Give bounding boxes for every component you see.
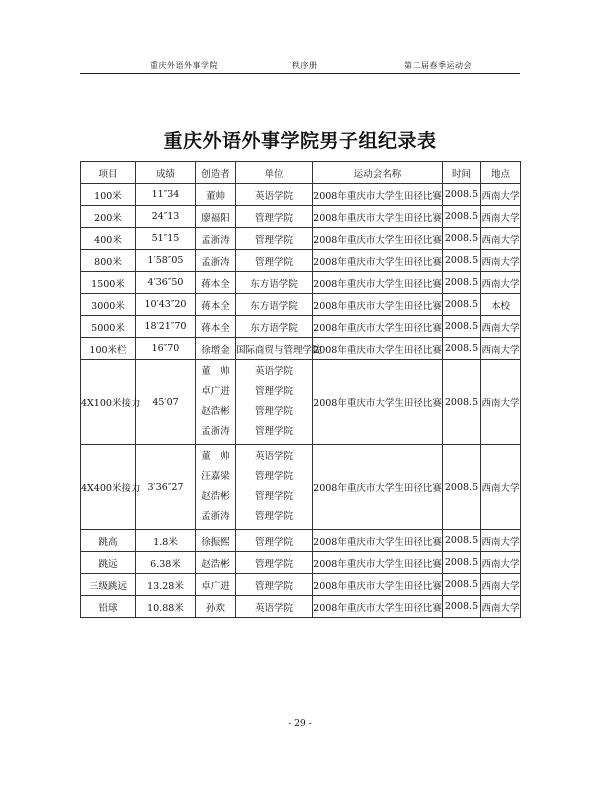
cell-unit: 管理学院 bbox=[236, 574, 313, 596]
cell-event: 1500米 bbox=[81, 272, 136, 294]
cell-place: 西南大学 bbox=[481, 574, 521, 596]
cell-event: 100米 bbox=[81, 184, 136, 206]
cell-meet: 2008年重庆市大学生田径比赛 bbox=[313, 574, 443, 596]
relay-member-unit: 管理学院 bbox=[254, 511, 293, 522]
header-booklet: 秩序册 bbox=[292, 61, 318, 70]
table-row bbox=[81, 272, 521, 294]
cell-place: 西南大学 bbox=[481, 250, 521, 272]
cell-place: 西南大学 bbox=[481, 228, 521, 250]
cell-place: 西南大学 bbox=[481, 552, 521, 574]
cell-meet: 2008年重庆市大学生田径比赛 bbox=[313, 206, 443, 228]
relay-member-unit: 管理学院 bbox=[254, 491, 293, 502]
cell-meet: 2008年重庆市大学生田径比赛 bbox=[313, 316, 443, 338]
col-header-place: 地点 bbox=[481, 162, 521, 184]
cell-holder: 孟浙涛 bbox=[196, 250, 236, 272]
cell-result: 51″15 bbox=[136, 228, 196, 250]
relay-member-unit: 英语学院 bbox=[254, 451, 293, 462]
cell-event: 200米 bbox=[81, 206, 136, 228]
cell-event: 三级跳远 bbox=[81, 574, 136, 596]
cell-meet: 2008年重庆市大学生田径比赛 bbox=[313, 184, 443, 206]
cell-unit: 东方语学院 bbox=[236, 316, 313, 338]
cell-unit: 管理学院 bbox=[236, 530, 313, 552]
table-row bbox=[81, 206, 521, 228]
cell-place: 西南大学 bbox=[481, 272, 521, 294]
cell-unit: 英语学院 bbox=[236, 184, 313, 206]
cell-event: 4X100米接力 bbox=[81, 360, 136, 445]
col-header-unit: 单位 bbox=[236, 162, 313, 184]
page-title: 重庆外语外事学院男子组纪录表 bbox=[163, 130, 437, 152]
cell-result: 6.38米 bbox=[136, 552, 196, 574]
records-table bbox=[80, 161, 521, 618]
cell-result: 1.8米 bbox=[136, 530, 196, 552]
cell-result: 16″70 bbox=[136, 338, 196, 360]
cell-holder: 蒋本全 bbox=[196, 272, 236, 294]
cell-event: 5000米 bbox=[81, 316, 136, 338]
cell-place: 西南大学 bbox=[481, 360, 521, 445]
cell-result: 18′21″70 bbox=[136, 316, 196, 338]
header-event: 第二届春季运动会 bbox=[404, 61, 472, 70]
cell-time: 2008.5 bbox=[443, 294, 481, 316]
relay-member-name: 董 帅 bbox=[201, 366, 230, 377]
cell-event: 800米 bbox=[81, 250, 136, 272]
table-row bbox=[81, 574, 521, 596]
cell-place: 西南大学 bbox=[481, 530, 521, 552]
table-row bbox=[81, 228, 521, 250]
relay-member-unit: 英语学院 bbox=[254, 366, 293, 377]
cell-event: 3000米 bbox=[81, 294, 136, 316]
cell-time: 2008.5 bbox=[443, 206, 481, 228]
cell-holder: 徐振熙 bbox=[196, 530, 236, 552]
cell-meet: 2008年重庆市大学生田径比赛 bbox=[313, 552, 443, 574]
header-school: 重庆外语外事学院 bbox=[150, 61, 218, 70]
relay-member-name: 赵浩彬 bbox=[201, 491, 230, 502]
cell-time: 2008.5 bbox=[443, 272, 481, 294]
relay-member-name: 汪嘉梁 bbox=[201, 471, 230, 482]
cell-unit: 东方语学院 bbox=[236, 272, 313, 294]
cell-meet: 2008年重庆市大学生田径比赛 bbox=[313, 228, 443, 250]
page-number: - 29 - bbox=[288, 719, 312, 729]
cell-meet: 2008年重庆市大学生田径比赛 bbox=[313, 272, 443, 294]
relay-member-name: 孟浙涛 bbox=[201, 511, 230, 522]
cell-unit: 管理学院 bbox=[236, 206, 313, 228]
cell-event: 铅球 bbox=[81, 596, 136, 618]
cell-time: 2008.5 bbox=[443, 228, 481, 250]
cell-unit: 管理学院 bbox=[236, 250, 313, 272]
cell-unit: 国际商贸与管理学院 bbox=[236, 338, 313, 360]
relay-member-name: 孟浙涛 bbox=[201, 426, 230, 437]
cell-time: 2008.5 bbox=[443, 184, 481, 206]
cell-result: 3′36″27 bbox=[136, 445, 196, 530]
cell-result: 4′36″50 bbox=[136, 272, 196, 294]
col-header-time: 时间 bbox=[443, 162, 481, 184]
relay-member-unit: 管理学院 bbox=[254, 386, 293, 397]
cell-event: 100米栏 bbox=[81, 338, 136, 360]
cell-holder: 卓广进 bbox=[196, 574, 236, 596]
cell-holder: 董帅 bbox=[196, 184, 236, 206]
cell-result: 10′43″20 bbox=[136, 294, 196, 316]
cell-meet: 2008年重庆市大学生田径比赛 bbox=[313, 338, 443, 360]
cell-time: 2008.5 bbox=[443, 530, 481, 552]
relay-member-name: 赵浩彬 bbox=[201, 406, 230, 417]
cell-meet: 2008年重庆市大学生田径比赛 bbox=[313, 445, 443, 530]
col-header-event: 项目 bbox=[81, 162, 136, 184]
cell-holder: 蒋本全 bbox=[196, 294, 236, 316]
cell-time: 2008.5 bbox=[443, 596, 481, 618]
col-header-holder: 创造者 bbox=[196, 162, 236, 184]
cell-units bbox=[236, 360, 313, 445]
cell-result: 45′07 bbox=[136, 360, 196, 445]
cell-holder: 徐增金 bbox=[196, 338, 236, 360]
table-row bbox=[81, 184, 521, 206]
cell-place: 西南大学 bbox=[481, 338, 521, 360]
table-row bbox=[81, 294, 521, 316]
cell-holder: 赵浩彬 bbox=[196, 552, 236, 574]
cell-place: 西南大学 bbox=[481, 445, 521, 530]
cell-place: 本校 bbox=[481, 294, 521, 316]
table-row bbox=[81, 530, 521, 552]
cell-holder: 蒋本全 bbox=[196, 316, 236, 338]
cell-place: 西南大学 bbox=[481, 316, 521, 338]
cell-time: 2008.5 bbox=[443, 574, 481, 596]
cell-time: 2008.5 bbox=[443, 338, 481, 360]
cell-result: 11″34 bbox=[136, 184, 196, 206]
table-row bbox=[81, 316, 521, 338]
header-rule bbox=[80, 73, 520, 74]
cell-result: 1′58″05 bbox=[136, 250, 196, 272]
table-row bbox=[81, 552, 521, 574]
page-header bbox=[80, 58, 520, 74]
relay-row bbox=[81, 360, 521, 445]
col-header-meet: 运动会名称 bbox=[313, 162, 443, 184]
cell-unit: 东方语学院 bbox=[236, 294, 313, 316]
cell-meet: 2008年重庆市大学生田径比赛 bbox=[313, 294, 443, 316]
cell-result: 13.28米 bbox=[136, 574, 196, 596]
cell-unit: 管理学院 bbox=[236, 552, 313, 574]
cell-meet: 2008年重庆市大学生田径比赛 bbox=[313, 360, 443, 445]
cell-units bbox=[236, 445, 313, 530]
cell-holder: 孙欢 bbox=[196, 596, 236, 618]
relay-member-name: 卓广进 bbox=[201, 386, 230, 397]
cell-event: 跳远 bbox=[81, 552, 136, 574]
cell-meet: 2008年重庆市大学生田径比赛 bbox=[313, 596, 443, 618]
cell-result: 10.88米 bbox=[136, 596, 196, 618]
cell-holder: 孟浙涛 bbox=[196, 228, 236, 250]
relay-member-unit: 管理学院 bbox=[254, 406, 293, 417]
cell-result: 24″13 bbox=[136, 206, 196, 228]
relay-member-unit: 管理学院 bbox=[254, 471, 293, 482]
cell-meet: 2008年重庆市大学生田径比赛 bbox=[313, 530, 443, 552]
relay-row bbox=[81, 445, 521, 530]
cell-time: 2008.5 bbox=[443, 445, 481, 530]
col-header-result: 成绩 bbox=[136, 162, 196, 184]
cell-event: 跳高 bbox=[81, 530, 136, 552]
cell-place: 西南大学 bbox=[481, 184, 521, 206]
cell-holders bbox=[196, 445, 236, 530]
cell-time: 2008.5 bbox=[443, 552, 481, 574]
relay-member-name: 董 帅 bbox=[201, 451, 230, 462]
cell-time: 2008.5 bbox=[443, 250, 481, 272]
cell-time: 2008.5 bbox=[443, 360, 481, 445]
cell-event: 4X400米接力 bbox=[81, 445, 136, 530]
cell-unit: 英语学院 bbox=[236, 596, 313, 618]
cell-place: 西南大学 bbox=[481, 206, 521, 228]
table-header-row bbox=[81, 162, 521, 184]
cell-holders bbox=[196, 360, 236, 445]
table-row bbox=[81, 338, 521, 360]
relay-member-unit: 管理学院 bbox=[254, 426, 293, 437]
cell-event: 400米 bbox=[81, 228, 136, 250]
cell-place: 西南大学 bbox=[481, 596, 521, 618]
cell-holder: 廖福阳 bbox=[196, 206, 236, 228]
table-row bbox=[81, 250, 521, 272]
cell-unit: 管理学院 bbox=[236, 228, 313, 250]
cell-meet: 2008年重庆市大学生田径比赛 bbox=[313, 250, 443, 272]
cell-time: 2008.5 bbox=[443, 316, 481, 338]
table-row bbox=[81, 596, 521, 618]
